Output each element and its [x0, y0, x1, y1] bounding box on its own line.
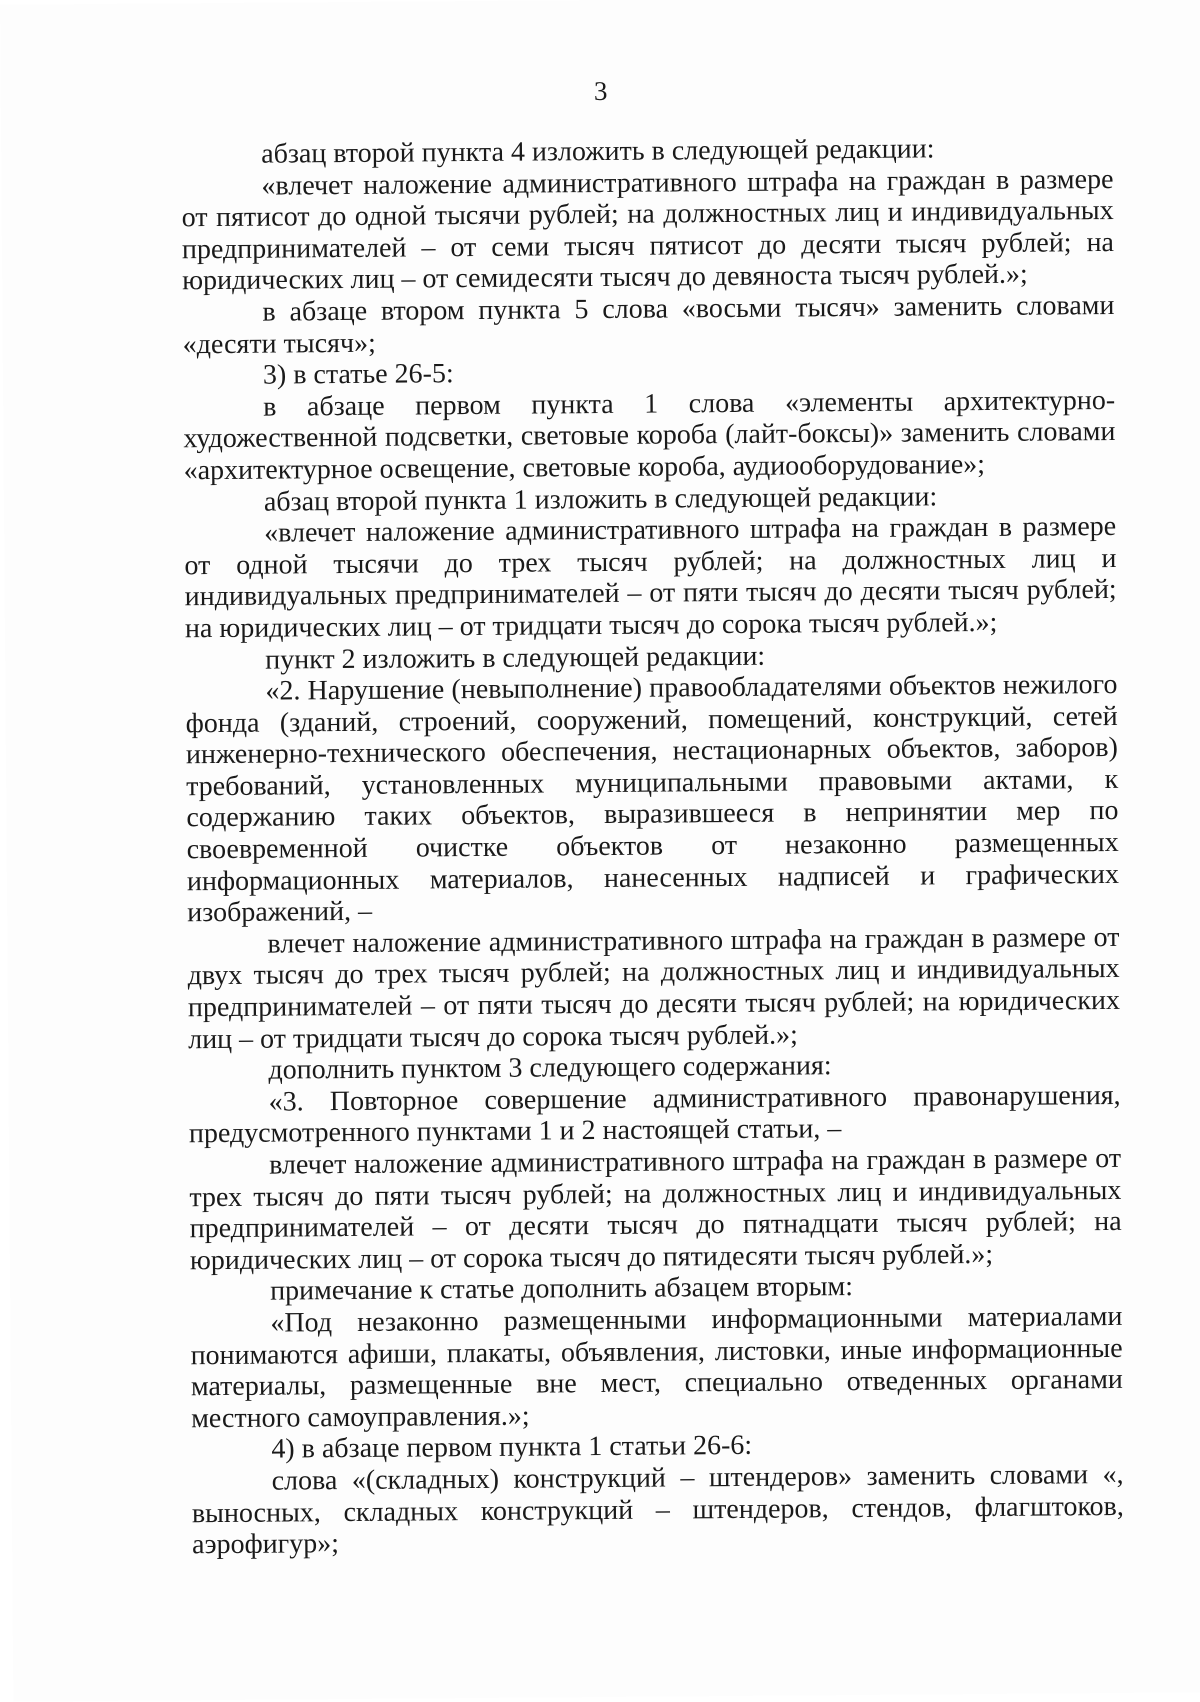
paragraph-13: влечет наложение административного штрафа на граждан в размере от трех тысяч до пяти тысяч рублей; на должностных лиц и индивидуальных предпринимателей – от десяти тысяч до пятнадцати тысяч рублей; на юридических лиц – от сорока тысяч до пятидесяти тысяч рублей.»; — [189, 1142, 1122, 1277]
paragraph-7: «влечет наложение административного штрафа на граждан в размере от одной тысячи до трех тысяч рублей; на должностных лиц и индивидуальных предпринимателей – от пяти тысяч до десяти тысяч рублей; на юридических лиц – от тридцати тысяч до сорока тысяч рублей.»; — [184, 511, 1117, 645]
paragraph-9: «2. Нарушение (невыполнение) правообладателями объектов нежилого фонда (зданий, строений, сооружений, помещений, конструкций, сетей инженерно-технического обеспечения, нестационарных объектов, заборов) требований, установленных муниципальными правовыми актами, к содержанию таких объектов, выразившееся в непринятии мер по своевременной очистке объектов от незаконно размещенных информационных материалов, нанесенных надписей и графических изображений, – — [185, 669, 1120, 929]
paragraph-4: 3) в статье 26-5: — [262, 358, 454, 391]
page-number: 3 — [593, 75, 608, 107]
paragraph-17: слова «(складных) конструкций – штендеров» заменить словами «, выносных, складных конструкций – штендеров, стендов, флагштоков, аэрофигур»; — [191, 1458, 1124, 1561]
paragraph-2: «влечет наложение административного штрафа на граждан в размере от пятисот до одной тысячи рублей; на должностных лиц и индивидуальных предпринимателей – от семи тысяч пятисот до десяти тысяч рублей; на юридических лиц – от семидесяти тысяч до девяноста тысяч рублей.»; — [181, 163, 1115, 297]
paragraph-5: в абзаце первом пункта 1 слова «элементы архитектурно-художественной подсветки, световые короба (лайт-боксы)» заменить словами «архитектурное освещение, световые короба, аудиооборудование»; — [183, 384, 1116, 487]
paragraph-14: примечание к статье дополнить абзацем вторым: — [270, 1271, 854, 1308]
paragraph-10: влечет наложение административного штрафа на граждан в размере от двух тысяч до трех тысяч рублей; на должностных лиц и индивидуальных предпринимателей – от пяти тысяч до десяти тысяч рублей; на юридических лиц – от тридцати тысяч до сорока тысяч рублей.»; — [187, 921, 1120, 1055]
paragraph-1: абзац второй пункта 4 изложить в следующей редакции: — [261, 133, 935, 170]
paragraph-16: 4) в абзаце первом пункта 1 статьи 26-6: — [271, 1430, 753, 1465]
paragraph-12: «3. Повторное совершение административного правонарушения, предусмотренного пунктами 1 и 2 настоящей статьи, – — [188, 1079, 1121, 1150]
document-body — [181, 132, 1124, 1561]
paragraph-11: дополнить пунктом 3 следующего содержания: — [268, 1050, 832, 1086]
paragraph-3: в абзаце втором пункта 5 слова «восьми тысяч» заменить словами «десяти тысяч»; — [182, 289, 1115, 360]
paragraph-15: «Под незаконно размещенными информационными материалами понимаются афиши, плакаты, объявления, листовки, иные информационные материалы, размещенные вне мест, специально отведенных органами местного самоуправления.»; — [190, 1300, 1123, 1435]
paragraph-8: пункт 2 изложить в следующей редакции: — [265, 640, 766, 676]
paragraph-6: абзац второй пункта 1 изложить в следующей редакции: — [263, 480, 938, 518]
